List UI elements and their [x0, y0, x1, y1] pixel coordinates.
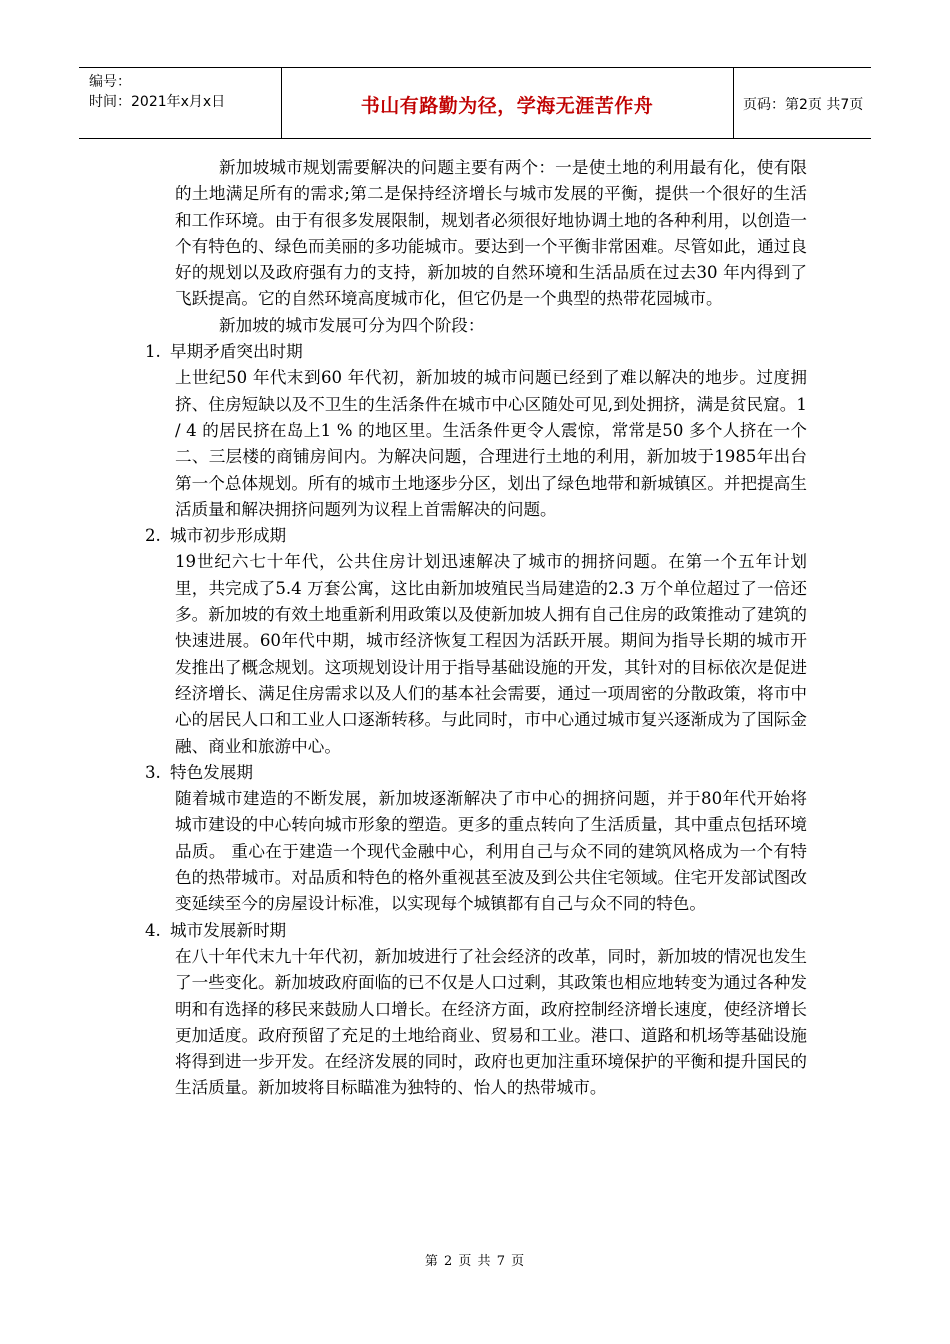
intro-paragraph: 新加坡城市规划需要解决的问题主要有两个：一是使土地的利用最有化，使有限的土地满足所有的需求;第二是保持经济增长与城市发展的平衡，提供一个很好的生活和工作环境。由于有很多发展限制，规划者必须很好地协调土地的各种利用，以创造一个有特色的、绿色而美丽的多功能城市。要达到一个平衡非常困难。尽管如此，通过良好的规划以及政府强有力的支持，新加坡的自然环境和生活品质在过去30 年内得到了飞跃提高。它的自然环境高度城市化，但它仍是一个典型的热带花园城市。 [175, 158, 807, 309]
number-label: 编号： [89, 74, 131, 90]
motto: 书山有路勤为径，学海无涯苦作舟 [360, 95, 654, 117]
section-body-4: 在八十年代末九十年代初，新加坡进行了社会经济的改革，同时，新加坡的情况也发生了一些变化。新加坡政府面临的已不仅是人口过剩，其政策也相应地转变为通过各种发明和有选择的移民来鼓励人口增长。在经济方面，政府控制经济增长速度，使经济增长更加适度。政府预留了充足的土地给商业、贸易和工业。港口、道路和机场等基础设施将得到进一步开发。在经济发展的同时，政府也更加注重环境保护的平衡和提升国民的生活质量。新加坡将目标瞄准为独特的、怡人的热带城市。 [175, 946, 807, 1098]
section-body-2: 19世纪六七十年代，公共住房计划迅速解决了城市的拥挤问题。在第一个五年计划里，共完成了5.4 万套公寓，这比由新加坡殖民当局建造的2.3 万个单位超过了一倍还多。新加坡的有效土地重新利用政策以及使新加坡人拥有自己住房的政策推动了建筑的快速进展。60年代中期，城市经济恢复工程因为活跃开展。期间为指导长期的城市开发推出了概念规划。这项规划设计用于指导基础设施的开发，其针对的目标依次是促进经济增长、满足住房需求以及人们的基本社会需要，通过一项周密的分散政策，将市中心的居民人口和工业人口逐渐转移。与此同时，市中心通过城市复兴逐渐成为了国际金融、商业和旅游中心。 [175, 552, 807, 756]
section-title: 早期矛盾突出时期 [170, 342, 303, 362]
section-title: 城市初步形成期 [170, 526, 287, 546]
header-meta-cell [79, 68, 282, 138]
page-info: 页码：第2页 共7页 [743, 97, 864, 113]
stages-intro: 新加坡的城市发展可分为四个阶段： [219, 315, 485, 335]
section-title: 特色发展期 [170, 762, 253, 782]
section-number: 3. [145, 762, 161, 782]
section-body-3: 随着城市建造的不断发展，新加坡逐渐解决了市中心的拥挤问题，并于80年代开始将城市建设的中心转向城市形象的塑造。更多的重点转向了生活质量，其中重点包括环境品质。 重心在于建造一个现代金融中心，利用自己与众不同的建筑风格成为一个有特色的热带城市。对品质和特色的格外重视甚至波及到公共住宅领域。住宅开发部试图改变延续至今的房屋设计标准，以实现每个城镇都有自己与众不同的特色。 [175, 789, 807, 914]
section-heading-1 [145, 339, 807, 365]
page-footer: 第 2 页 共 7 页 [424, 1254, 526, 1269]
section-number: 4. [145, 920, 161, 940]
document-body [145, 155, 807, 1102]
header-motto-cell [281, 68, 734, 138]
section-heading-3 [145, 760, 807, 786]
section-body-1: 上世纪50 年代末到60 年代初，新加坡的城市问题已经到了难以解决的地步。过度拥挤、住房短缺以及不卫生的生活条件在城市中心区随处可见,到处拥挤，满是贫民窟。1 / 4 的居民挤在岛上1 % 的地区里。生活条件更令人震惊，常常是50 多个人挤在一个二、三层楼的商铺房间内。为解决问题，合理进行土地的利用，新加坡于1985年出台第一个总体规划。所有的城市土地逐步分区，划出了绿色地带和新城镇区。并把提高生活质量和解决拥挤问题列为议程上首需解决的问题。 [175, 368, 807, 519]
section-number: 2. [145, 526, 161, 546]
section-heading-4 [145, 918, 807, 944]
section-heading-2 [145, 523, 807, 549]
page-header [79, 67, 871, 139]
section-number: 1. [145, 342, 161, 362]
date-line: 时间：2021年x月x日 [89, 94, 226, 110]
header-page-cell [733, 68, 871, 138]
section-title: 城市发展新时期 [170, 920, 287, 940]
